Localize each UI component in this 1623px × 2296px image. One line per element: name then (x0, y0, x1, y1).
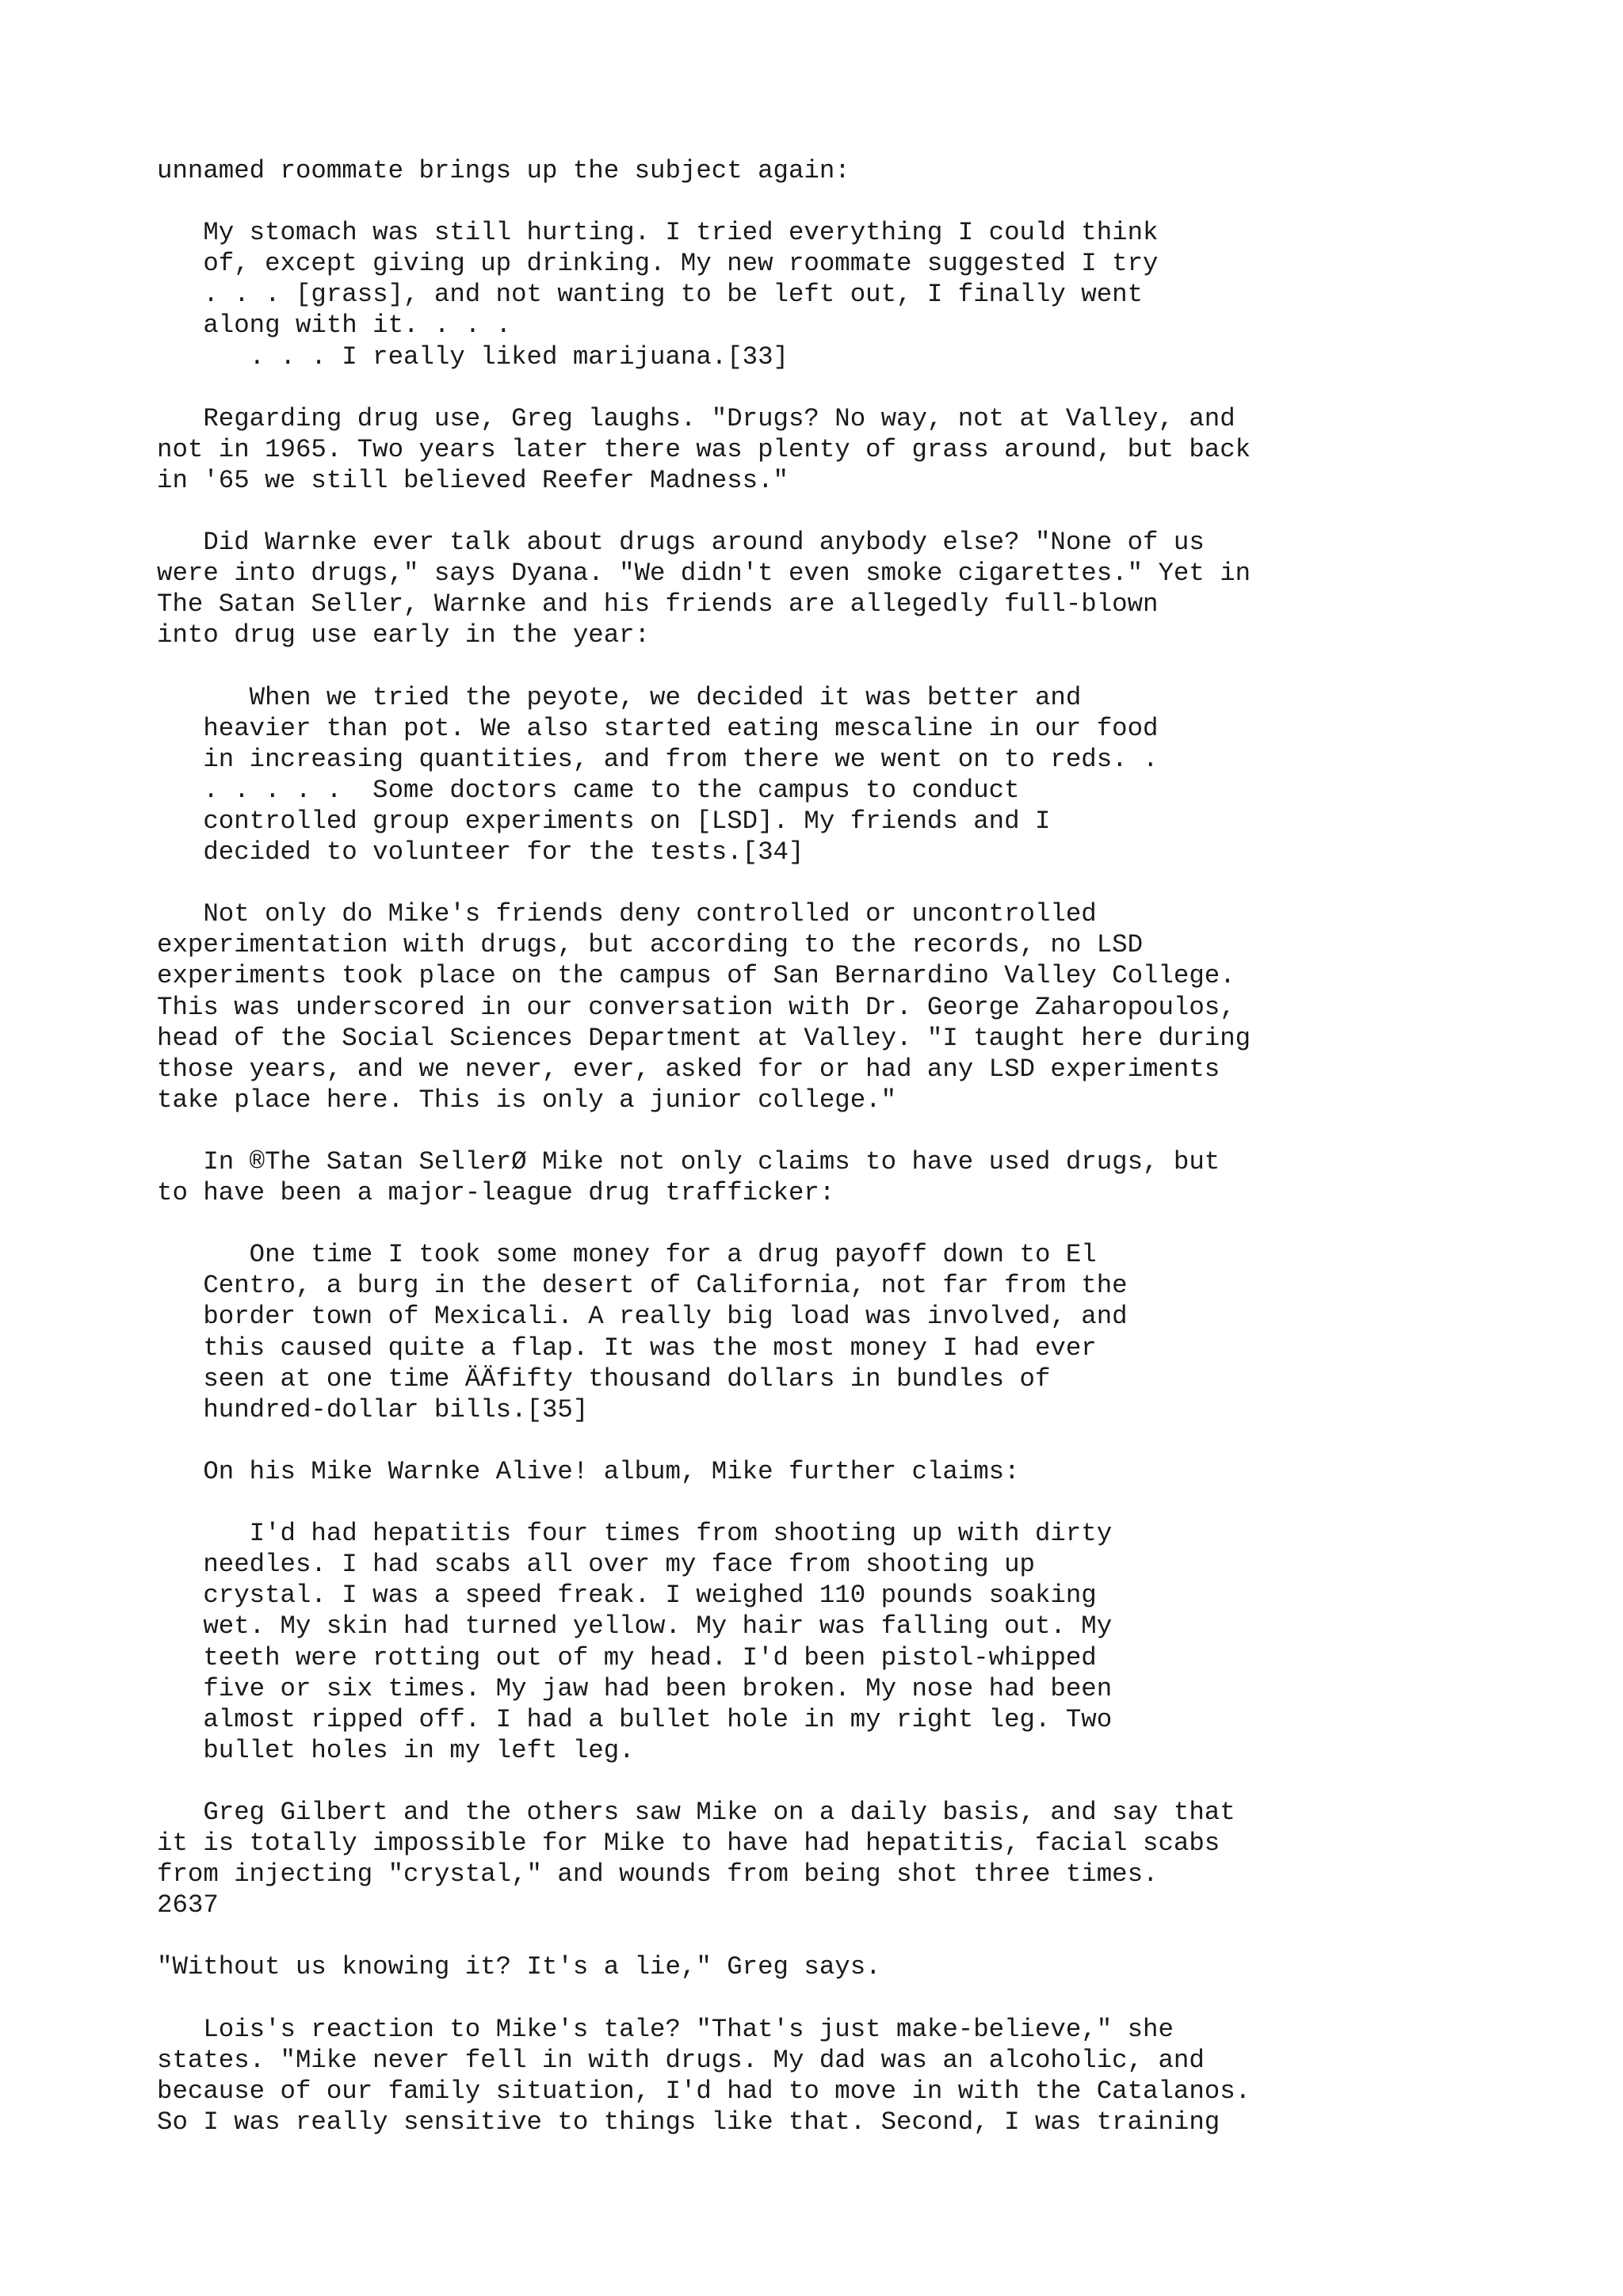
text-line: needles. I had scabs all over my face from shooting up (157, 1550, 1035, 1580)
text-line: Lois's reaction to Mike's tale? "That's just make-believe," she (157, 2014, 1174, 2044)
text-line: "Without us knowing it? It's a lie," Greg says. (157, 1952, 881, 1982)
text-line: My stomach was still hurting. I tried everything I could think (157, 218, 1159, 248)
document-text (157, 155, 1583, 2138)
blank-line (157, 372, 1583, 403)
text-line: On his Mike Warnke Alive! album, Mike further claims: (157, 1456, 1020, 1486)
text-line: border town of Mexicali. A really big load was involved, and (157, 1302, 1128, 1332)
text-line: Greg Gilbert and the others saw Mike on a daily basis, and say that (157, 1797, 1235, 1827)
text-line: along with it. . . . (157, 311, 512, 341)
text-line: seen at one time ÄÄfifty thousand dollars in bundles of (157, 1363, 1051, 1394)
text-line: unnamed roommate brings up the subject again: (157, 156, 850, 185)
text-line: . . . [grass], and not wanting to be left out, I finally went (157, 280, 1144, 310)
text-line: to have been a major-league drug trafficker: (157, 1178, 835, 1208)
text-line: bullet holes in my left leg. (157, 1735, 635, 1765)
text-line: this caused quite a flap. It was the most money I had ever (157, 1333, 1097, 1363)
text-line: The Satan Seller, Warnke and his friends are allegedly full-blown (157, 589, 1159, 620)
text-line: 2637 (157, 1890, 219, 1920)
text-line: hundred-dollar bills.[35] (157, 1394, 589, 1425)
text-line: in increasing quantities, and from there we went on to reds. . (157, 744, 1159, 774)
text-line: were into drugs," says Dyana. "We didn't even smoke cigarettes." Yet in (157, 559, 1251, 589)
text-line: not in 1965. Two years later there was plenty of grass around, but back (157, 434, 1251, 464)
text-line: This was underscored in our conversation with Dr. George Zaharopoulos, (157, 992, 1235, 1022)
text-line: into drug use early in the year: (157, 620, 651, 650)
text-line: heavier than pot. We also started eating mescaline in our food (157, 713, 1159, 743)
text-line: Centro, a burg in the desert of California, not far from the (157, 1271, 1128, 1301)
text-line: wet. My skin had turned yellow. My hair was falling out. My (157, 1611, 1113, 1642)
text-line: of, except giving up drinking. My new roommate suggested I try (157, 249, 1159, 279)
text-line: from injecting "crystal," and wounds from being shot three times. (157, 1859, 1159, 1890)
text-line: So I was really sensitive to things like that. Second, I was training (157, 2107, 1220, 2137)
text-line: because of our family situation, I'd had to move in with the Catalanos. (157, 2076, 1251, 2106)
blank-line (157, 1487, 1583, 1518)
blank-line (157, 651, 1583, 682)
text-line: take place here. This is only a junior college." (157, 1085, 897, 1115)
blank-line (157, 1425, 1583, 1456)
text-line: crystal. I was a speed freak. I weighed 110 pounds soaking (157, 1581, 1097, 1611)
blank-line (157, 1983, 1583, 2014)
text-line: Regarding drug use, Greg laughs. "Drugs? No way, not at Valley, and (157, 403, 1235, 433)
text-line: Not only do Mike's friends deny controlled or uncontrolled (157, 899, 1097, 929)
text-line: head of the Social Sciences Department at Valley. "I taught here during (157, 1023, 1251, 1053)
text-line: Did Warnke ever talk about drugs around anybody else? "None of us (157, 528, 1205, 558)
blank-line (157, 1116, 1583, 1146)
text-line: . . . I really liked marijuana.[33] (157, 341, 789, 372)
blank-line (157, 1766, 1583, 1797)
text-line: states. "Mike never fell in with drugs. My dad was an alcoholic, and (157, 2045, 1205, 2075)
text-line: five or six times. My jaw had been broken. My nose had been (157, 1673, 1113, 1703)
blank-line (157, 868, 1583, 898)
text-line: those years, and we never, ever, asked for or had any LSD experiments (157, 1054, 1220, 1084)
text-line: teeth were rotting out of my head. I'd been pistol-whipped (157, 1642, 1097, 1672)
blank-line (157, 496, 1583, 527)
text-line: experimentation with drugs, but according to the records, no LSD (157, 930, 1144, 960)
text-line: controlled group experiments on [LSD]. My friends and I (157, 806, 1051, 836)
text-line: it is totally impossible for Mike to have had hepatitis, facial scabs (157, 1829, 1220, 1859)
text-line: When we tried the peyote, we decided it was better and (157, 682, 1082, 712)
blank-line (157, 186, 1583, 217)
blank-line (157, 1208, 1583, 1239)
text-line: . . . . . Some doctors came to the campus to conduct (157, 775, 1020, 805)
text-line: In ®The Satan SellerØ Mike not only claims to have used drugs, but (157, 1147, 1220, 1177)
blank-line (157, 1920, 1583, 1951)
text-line: experiments took place on the campus of San Bernardino Valley College. (157, 961, 1235, 991)
text-line: One time I took some money for a drug payoff down to El (157, 1240, 1097, 1270)
text-line: decided to volunteer for the tests.[34] (157, 837, 804, 868)
text-line: almost ripped off. I had a bullet hole in my right leg. Two (157, 1704, 1113, 1734)
text-line: in '65 we still believed Reefer Madness." (157, 465, 789, 495)
text-line: I'd had hepatitis four times from shooting up with dirty (157, 1519, 1113, 1549)
